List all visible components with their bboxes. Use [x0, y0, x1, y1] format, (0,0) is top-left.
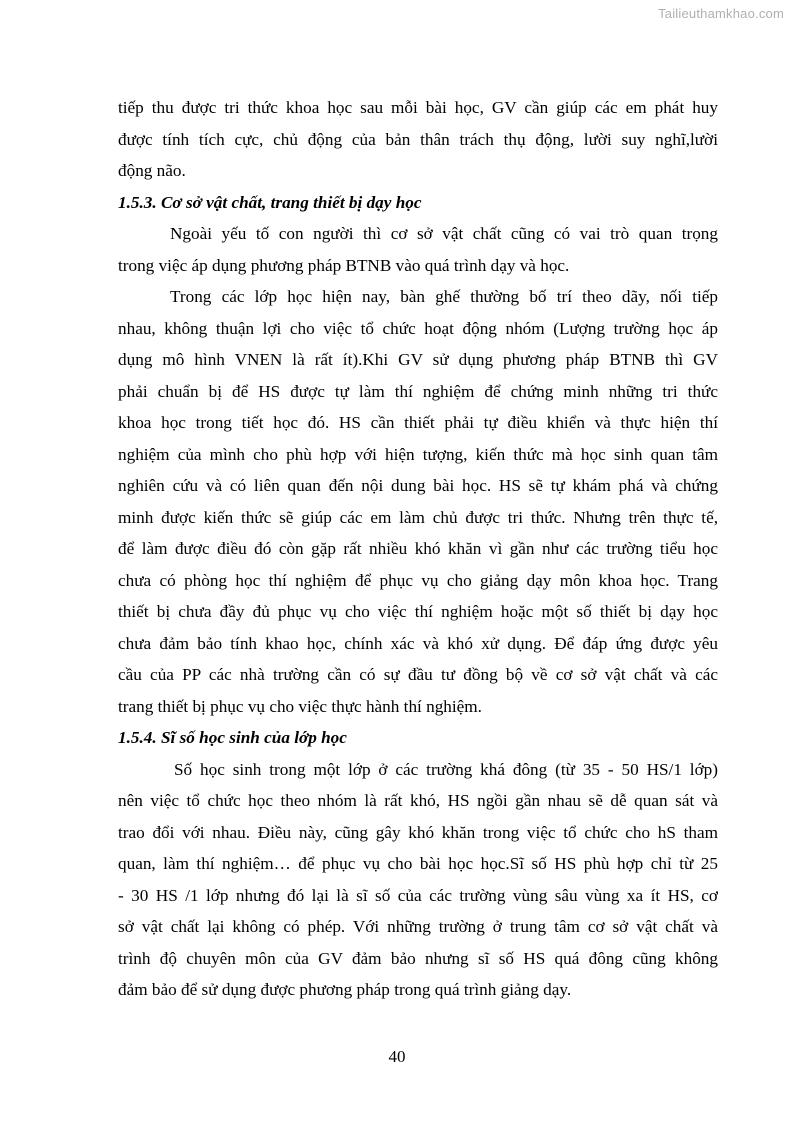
section-heading-1-5-3: 1.5.3. Cơ sở vật chất, trang thiết bị dạy học — [118, 192, 422, 212]
text-line: nghiên cứu và có liên quan đến nội dung bài học. HS sẽ tự khám phá và chứng — [118, 476, 718, 495]
text-line: quan, làm thí nghiệm… để phục vụ cho bài học học.Sĩ số HS phù hợp chỉ từ 25 — [118, 854, 718, 873]
text-line: được tính tích cực, chủ động của bản thân trách thụ động, lười suy nghĩ,lười — [118, 129, 718, 149]
text-line: Ngoài yếu tố con người thì cơ sở vật chất cũng có vai trò quan trọng — [170, 224, 718, 243]
text-line: Số học sinh trong một lớp ở các trường khá đông (từ 35 - 50 HS/1 lớp) — [174, 759, 718, 779]
text-line: cầu của PP các nhà trường cần có sự đầu tư đồng bộ về cơ sở vật chất và các — [118, 665, 718, 684]
text-line: Trong các lớp học hiện nay, bàn ghế thường bố trí theo dãy, nối tiếp — [170, 287, 718, 306]
text-line: đảm bảo để sử dụng được phương pháp trong quá trình giảng dạy. — [118, 980, 572, 999]
section-heading-1-5-4: 1.5.4. Sĩ số học sinh của lớp học — [118, 728, 347, 747]
text-line: để làm được điều đó còn gặp rất nhiều khó khăn vì gần như các trường tiểu học — [118, 539, 718, 558]
text-line: tiếp thu được tri thức khoa học sau mỗi bài học, GV cần giúp các em phát huy — [118, 98, 718, 117]
text-line: trong việc áp dụng phương pháp BTNB vào quá trình dạy và học. — [118, 255, 570, 275]
text-line: động não. — [118, 161, 186, 180]
text-line: minh được kiến thức sẽ giúp các em làm chủ được tri thức. Nhưng trên thực tế, — [118, 507, 718, 527]
text-line: chưa đảm bảo tính khao học, chính xác và khó xử dụng. Để đáp ứng được yêu — [118, 633, 718, 653]
text-line: trang thiết bị phục vụ cho việc thực hành thí nghiệm. — [118, 696, 482, 716]
text-line: thiết bị chưa đầy đủ phục vụ cho việc thí nghiệm hoặc một số thiết bị dạy học — [118, 602, 718, 621]
text-line: chưa có phòng học thí nghiệm để phục vụ cho giảng dạy môn khoa học. Trang — [118, 570, 718, 590]
text-line: nghiệm của mình cho phù hợp với hiện tượng, kiến thức mà học sinh quan tâm — [118, 444, 718, 464]
text-line: sở vật chất lại không có phép. Với những trường ở trung tâm cơ sở vật chất và — [118, 917, 718, 936]
text-line: phải chuẩn bị để HS được tự làm thí nghiệm để chứng minh những tri thức — [118, 381, 718, 401]
text-line: trao đổi với nhau. Điều này, cũng gây khó khăn trong việc tổ chức cho hS tham — [118, 822, 718, 842]
page-number: 40 — [388, 1047, 406, 1066]
text-line: - 30 HS /1 lớp nhưng đó lại là sĩ số của các trường vùng sâu vùng xa ít HS, cơ — [118, 885, 718, 905]
text-line: trình độ chuyên môn của GV đảm bảo nhưng sĩ số HS quá đông cũng không — [118, 948, 718, 968]
page-body — [118, 92, 718, 1006]
text-line: dụng mô hình VNEN là rất ít).Khi GV sử dụng phương pháp BTNB thì GV — [118, 350, 718, 369]
text-line: nhau, không thuận lợi cho việc tổ chức hoạt động nhóm (Lượng trường học áp — [118, 318, 718, 338]
text-line: nên việc tổ chức học theo nhóm là rất khó, HS ngồi gần nhau sẽ dễ quan sát và — [118, 791, 718, 810]
watermark: Tailieuthamkhao.com — [658, 6, 784, 21]
text-line: khoa học trong tiết học đó. HS cần thiết phải tự điều khiển và thực hiện thí — [118, 413, 718, 432]
